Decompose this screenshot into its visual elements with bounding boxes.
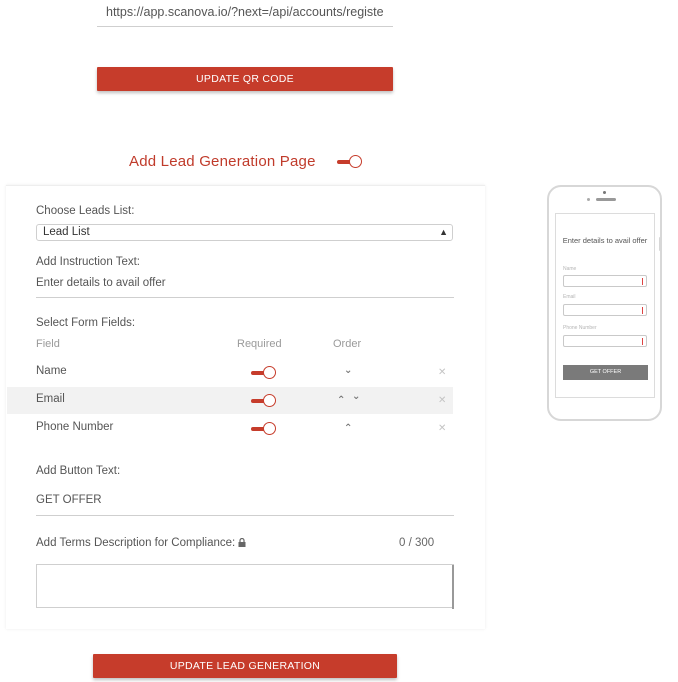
field-email-label: Email bbox=[36, 393, 65, 405]
update-qr-code-button[interactable]: UPDATE QR CODE bbox=[97, 67, 393, 91]
button-text-value: GET OFFER bbox=[36, 494, 102, 506]
terms-textarea[interactable] bbox=[36, 564, 454, 608]
move-down-icon[interactable]: ⌄ bbox=[352, 391, 361, 402]
instruction-text-value: Enter details to avail offer bbox=[36, 277, 166, 289]
preview-input-email bbox=[563, 304, 647, 316]
move-up-icon[interactable]: ⌃ bbox=[337, 395, 346, 406]
toggle-knob bbox=[263, 366, 276, 379]
preview-input-phone bbox=[563, 335, 647, 347]
terms-label bbox=[36, 537, 246, 549]
form-fields-label: Select Form Fields: bbox=[36, 317, 136, 329]
move-down-icon[interactable]: ⌄ bbox=[344, 365, 353, 376]
field-phone-label: Phone Number bbox=[36, 421, 114, 433]
toggle-knob bbox=[349, 155, 362, 168]
move-up-icon[interactable]: ⌃ bbox=[344, 423, 353, 434]
field-email-required-toggle[interactable] bbox=[251, 394, 277, 408]
terms-char-counter: 0 / 300 bbox=[399, 537, 435, 549]
lead-generation-title: Add Lead Generation Page bbox=[129, 153, 316, 170]
preview-label-email: Email bbox=[563, 294, 576, 300]
lead-generation-toggle[interactable] bbox=[337, 155, 363, 169]
preview-get-offer-button: GET OFFER bbox=[563, 365, 648, 380]
column-required: Required bbox=[237, 338, 282, 350]
terms-label-text: Add Terms Description for Compliance: bbox=[36, 537, 236, 549]
preview-label-name: Name bbox=[563, 266, 577, 272]
field-phone-required-toggle[interactable] bbox=[251, 422, 277, 436]
instruction-text-input[interactable] bbox=[36, 277, 454, 298]
phone-sensor bbox=[587, 198, 590, 201]
remove-field-phone-icon[interactable]: ✕ bbox=[438, 423, 447, 434]
update-lead-generation-button[interactable]: UPDATE LEAD GENERATION bbox=[93, 654, 397, 678]
leads-list-selected: Lead List bbox=[43, 226, 90, 238]
choose-leads-list-label: Choose Leads List: bbox=[36, 205, 135, 217]
select-updown-icon: ▲ bbox=[439, 227, 448, 237]
remove-field-name-icon[interactable]: ✕ bbox=[438, 367, 447, 378]
button-text-label: Add Button Text: bbox=[36, 465, 121, 477]
instruction-text-label: Add Instruction Text: bbox=[36, 256, 140, 268]
field-name-required-toggle[interactable] bbox=[251, 366, 277, 380]
toggle-knob bbox=[263, 422, 276, 435]
preview-input-name bbox=[563, 275, 647, 287]
column-field: Field bbox=[36, 338, 60, 350]
url-input[interactable]: https://app.scanova.io/?next=/api/accounts/registe bbox=[97, 0, 393, 27]
leads-list-select[interactable] bbox=[36, 224, 453, 241]
button-text-input[interactable] bbox=[36, 494, 454, 516]
row-highlight bbox=[7, 387, 453, 414]
remove-field-email-icon[interactable]: ✕ bbox=[438, 395, 447, 406]
preview-title: Enter details to avail offer bbox=[562, 236, 648, 245]
preview-label-phone: Phone Number bbox=[563, 325, 597, 331]
field-name-label: Name bbox=[36, 365, 67, 377]
phone-speaker bbox=[596, 198, 616, 201]
toggle-knob bbox=[263, 394, 276, 407]
phone-camera bbox=[603, 191, 606, 194]
phone-side-button bbox=[659, 237, 662, 251]
column-order: Order bbox=[333, 338, 362, 350]
lock-icon bbox=[238, 538, 246, 547]
